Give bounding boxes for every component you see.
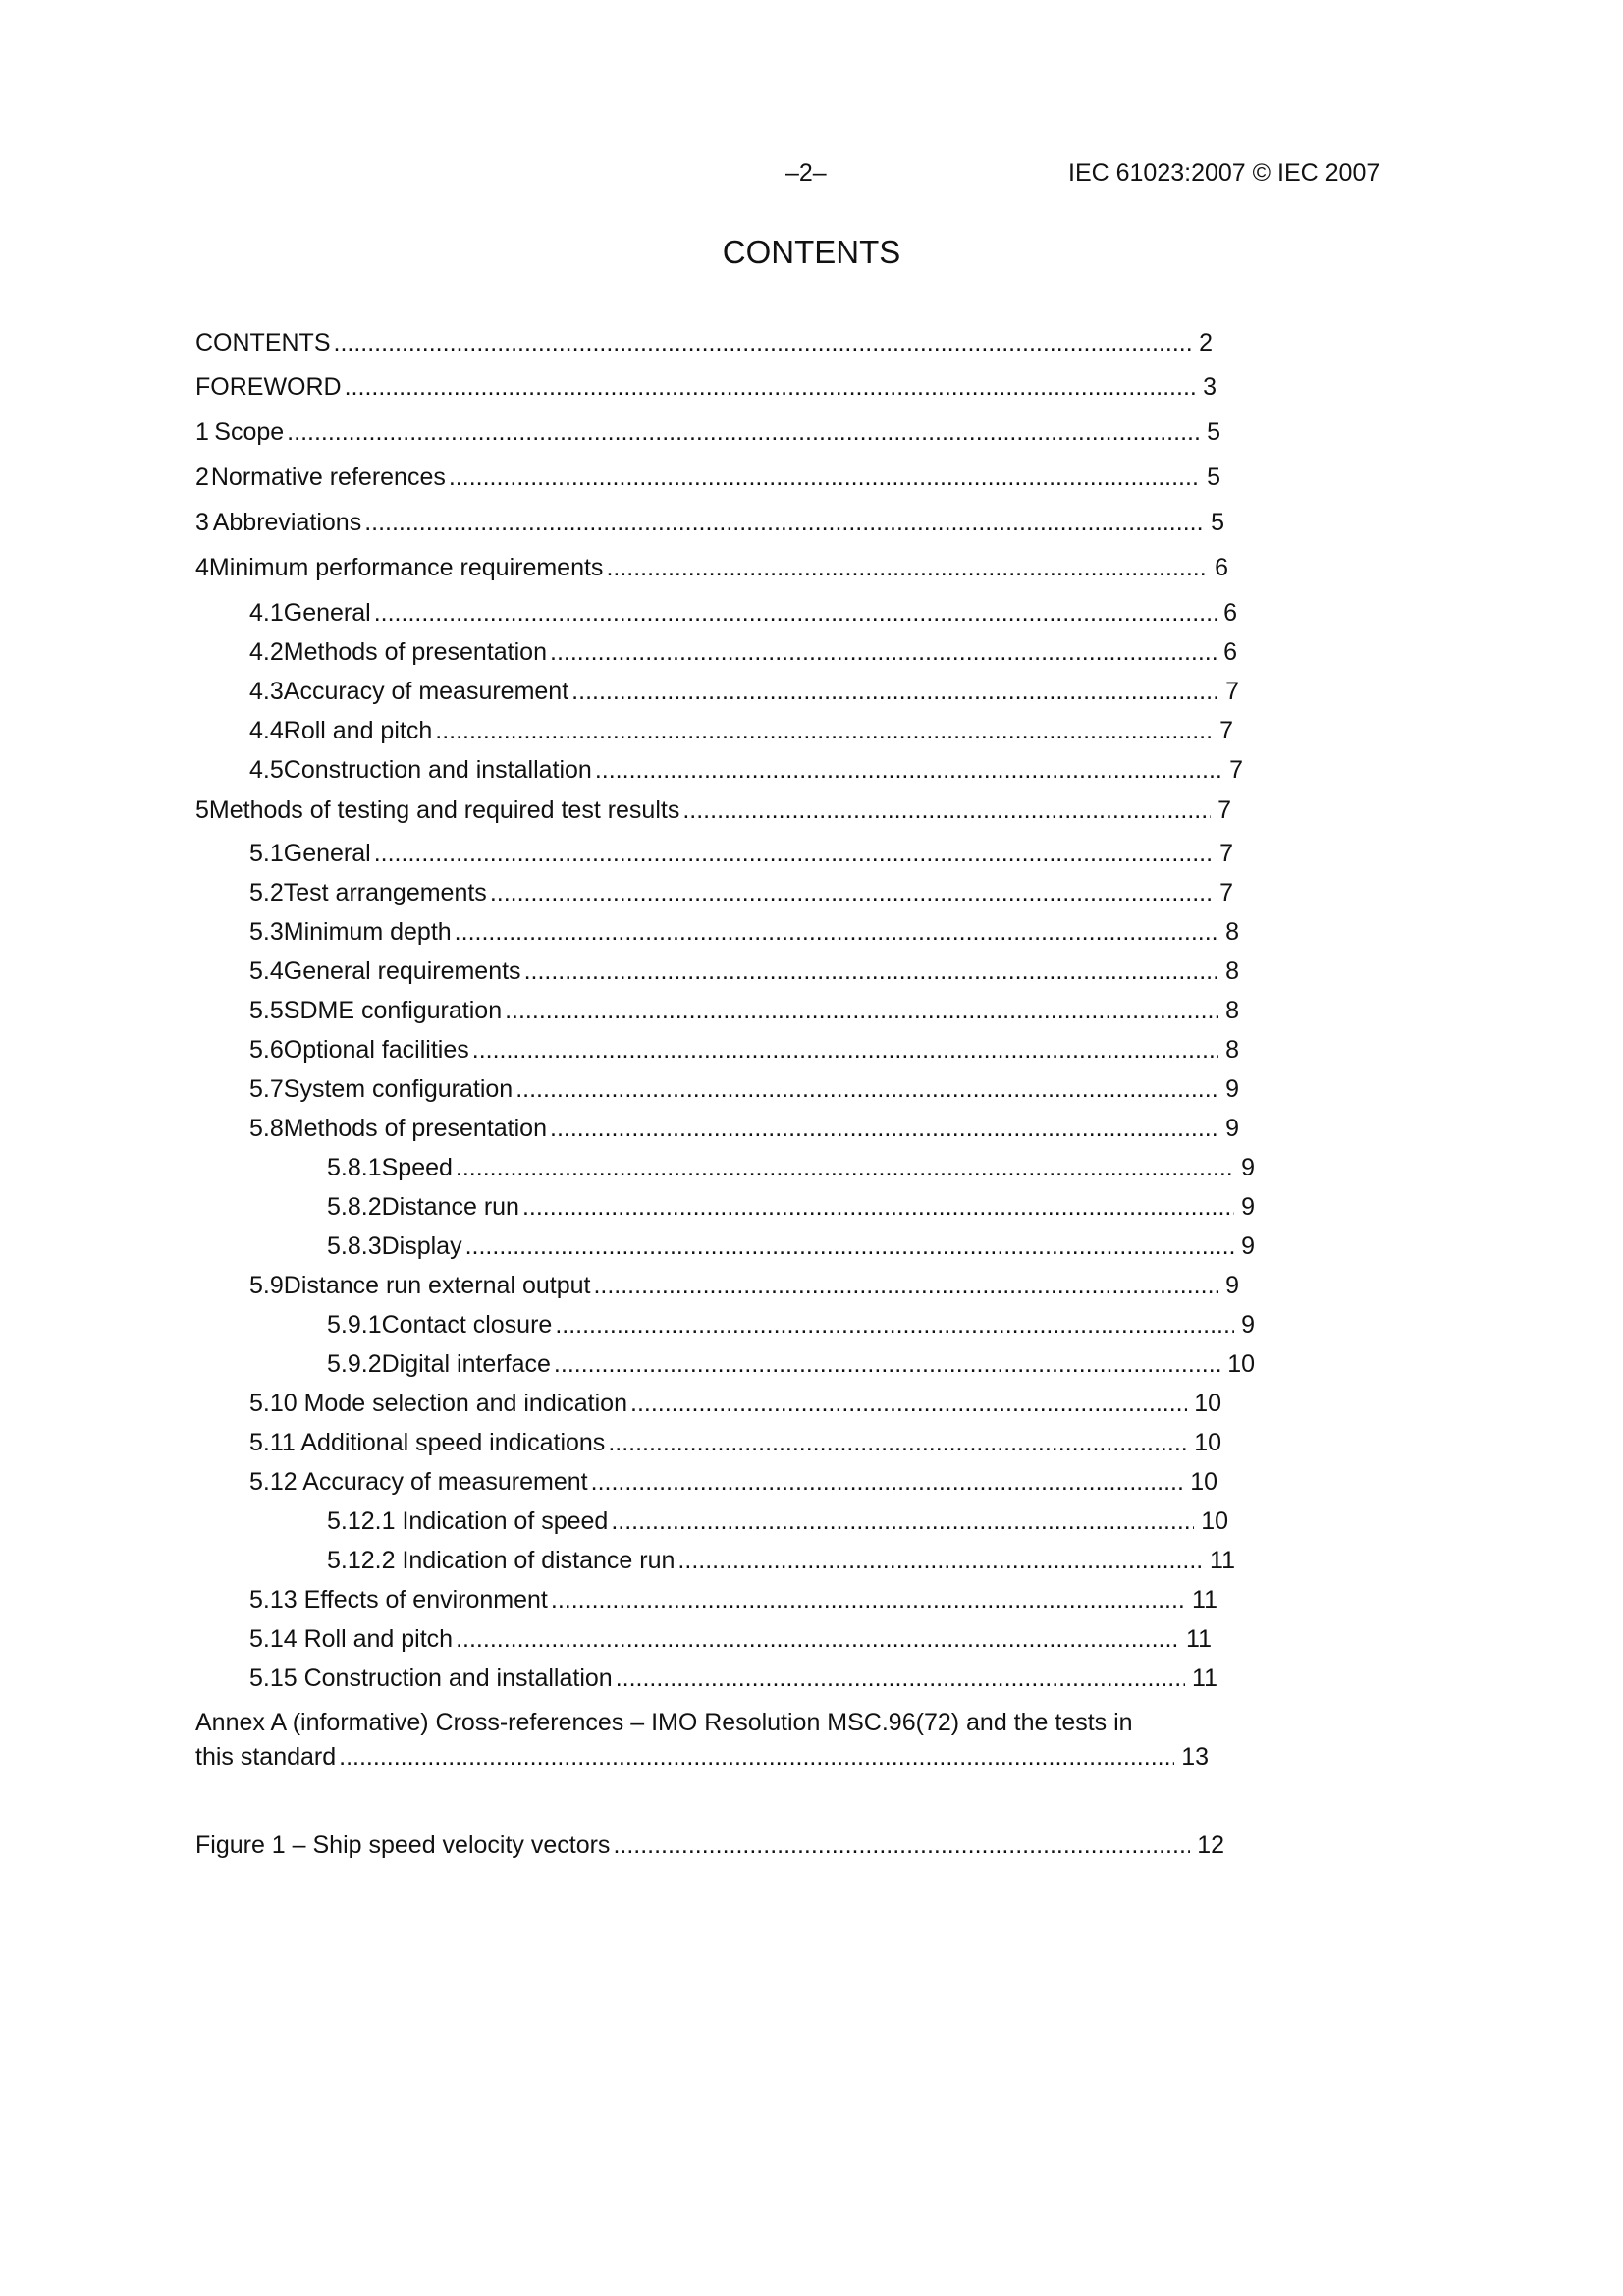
toc-entry-number: 5.3 — [249, 918, 284, 946]
toc-entry-label: 5.12.2 Indication of distance run — [327, 1547, 676, 1574]
leader-dots — [606, 554, 1208, 582]
toc-entry-number: 4.4 — [249, 717, 284, 744]
toc-entry[interactable] — [249, 1036, 1239, 1069]
toc-entry-page: 7 — [1217, 796, 1231, 824]
toc-entry-label: Abbreviations — [212, 509, 362, 536]
toc-entry-page: 7 — [1229, 756, 1243, 784]
toc-entry-label: 5.11 Additional speed indications — [249, 1429, 606, 1456]
leader-dots — [345, 373, 1196, 402]
toc-entry-number: 5.8.2 — [327, 1193, 382, 1221]
leader-dots — [550, 638, 1217, 667]
leader-dots — [515, 1075, 1218, 1104]
toc-entry-number: 4.3 — [249, 678, 284, 705]
leader-dots — [524, 957, 1219, 986]
toc-entry[interactable] — [249, 1075, 1239, 1109]
toc-entry-label: Normative references — [210, 464, 446, 491]
leader-dots — [287, 418, 1200, 447]
toc-entry-page: 13 — [1181, 1743, 1209, 1771]
leader-dots — [616, 1665, 1185, 1693]
toc-entry-page: 12 — [1197, 1831, 1224, 1859]
toc-entry-label: General — [283, 840, 371, 867]
toc-entry-page: 6 — [1223, 638, 1237, 666]
toc-entry-page: 3 — [1203, 373, 1217, 401]
toc-entry-label: General requirements — [283, 957, 521, 985]
leader-dots — [554, 1350, 1220, 1379]
toc-entry-label: Optional facilities — [283, 1036, 469, 1064]
toc-entry-page: 2 — [1199, 329, 1213, 356]
toc-entry-label: FOREWORD — [195, 373, 342, 401]
toc-entry[interactable] — [249, 678, 1239, 711]
toc-entry-label: Accuracy of measurement — [283, 678, 569, 705]
toc-entry-label: 5.10 Mode selection and indication — [249, 1390, 627, 1417]
leader-dots — [364, 509, 1204, 537]
toc-entry-page: 8 — [1225, 1036, 1239, 1064]
toc-entry-label: 5.12.1 Indication of speed — [327, 1507, 609, 1535]
leader-dots — [608, 1429, 1187, 1457]
toc-entry-label: Digital interface — [381, 1350, 551, 1378]
leader-dots — [613, 1831, 1190, 1860]
toc-entry-number: 1 — [195, 418, 209, 446]
toc-entry-page: 5 — [1207, 418, 1220, 446]
toc-entry-page: 9 — [1241, 1311, 1255, 1339]
toc-entry-page: 9 — [1225, 1272, 1239, 1299]
toc-entry-label: Test arrangements — [283, 879, 487, 906]
toc-entry[interactable] — [327, 1232, 1255, 1266]
toc-entry-label: 5.12 Accuracy of measurement — [249, 1468, 588, 1496]
toc-entry-label: Methods of presentation — [283, 1115, 547, 1142]
toc-entry-number: 5.1 — [249, 840, 284, 867]
toc-entry-number: 5.8.1 — [327, 1154, 382, 1181]
toc-entry[interactable] — [195, 554, 1228, 587]
figure-list-entry[interactable] — [195, 1831, 1224, 1865]
toc-entry[interactable] — [327, 1547, 1235, 1580]
toc-entry-number: 3 — [195, 509, 209, 536]
toc-entry[interactable] — [249, 957, 1239, 991]
toc-entry[interactable] — [195, 418, 1220, 452]
toc-entry-label: Minimum depth — [283, 918, 452, 946]
leader-dots — [490, 879, 1213, 907]
toc-entry-number: 5.4 — [249, 957, 284, 985]
toc-entry-label: Methods of presentation — [283, 638, 547, 666]
toc-entry-page: 8 — [1225, 997, 1239, 1024]
leader-dots — [522, 1193, 1234, 1222]
toc-entry-label: Distance run external output — [283, 1272, 591, 1299]
toc-entry[interactable] — [327, 1350, 1255, 1384]
toc-entry-number: 5.5 — [249, 997, 284, 1024]
toc-entry-label: Contact closure — [381, 1311, 553, 1339]
leader-dots — [550, 1115, 1218, 1143]
leader-dots — [339, 1743, 1174, 1772]
leader-dots — [611, 1507, 1194, 1536]
toc-entry-label: Minimum performance requirements — [208, 554, 604, 581]
toc-entry-page: 11 — [1210, 1547, 1235, 1574]
toc-entry-page: 9 — [1241, 1154, 1255, 1181]
toc-entry-page: 9 — [1241, 1232, 1255, 1260]
toc-entry-label: System configuration — [283, 1075, 514, 1103]
toc-entry-page: 8 — [1225, 918, 1239, 946]
toc-entry-page: 10 — [1201, 1507, 1228, 1535]
toc-entry-page: 9 — [1241, 1193, 1255, 1221]
toc-entry-page: 8 — [1225, 957, 1239, 985]
leader-dots — [551, 1586, 1185, 1614]
toc-entry-number: 5.8 — [249, 1115, 284, 1142]
toc-entry-label: this standard — [195, 1743, 337, 1771]
toc-entry-label: Distance run — [381, 1193, 519, 1221]
toc-entry[interactable] — [249, 599, 1237, 632]
toc-entry-page: 10 — [1227, 1350, 1255, 1378]
toc-entry[interactable] — [195, 509, 1224, 542]
toc-entry-page: 7 — [1219, 840, 1233, 867]
toc-entry-label: General — [283, 599, 371, 627]
toc-entry[interactable] — [249, 638, 1237, 672]
page-title: CONTENTS — [722, 234, 901, 270]
toc-entry[interactable] — [195, 464, 1220, 497]
toc-entry-label: Display — [381, 1232, 462, 1260]
toc-entry-page: 5 — [1211, 509, 1224, 536]
leader-dots — [435, 717, 1213, 745]
toc-entry-number: 4.2 — [249, 638, 284, 666]
toc-entry-number: 5.7 — [249, 1075, 284, 1103]
toc-entry-label: CONTENTS — [195, 329, 331, 356]
toc-entry-page: 5 — [1207, 464, 1220, 491]
leader-dots — [595, 756, 1222, 785]
toc-entry-page: 7 — [1219, 879, 1233, 906]
leader-dots — [334, 329, 1193, 357]
toc-entry[interactable] — [195, 373, 1217, 407]
toc-entry-label: Figure 1 – Ship speed velocity vectors — [195, 1831, 611, 1859]
page-number: –2– — [785, 159, 827, 187]
toc-entry-page: 6 — [1223, 599, 1237, 627]
toc-entry-number: 4 — [195, 554, 209, 581]
toc-entry-page: 11 — [1192, 1586, 1217, 1613]
leader-dots — [465, 1232, 1235, 1261]
toc-entry[interactable] — [249, 997, 1239, 1030]
toc-entry-page: 9 — [1225, 1075, 1239, 1103]
toc-entry-page: 10 — [1194, 1429, 1221, 1456]
toc-entry-number: 4.1 — [249, 599, 284, 627]
toc-entry-page: 10 — [1190, 1468, 1217, 1496]
toc-entry-page: 11 — [1186, 1625, 1212, 1653]
toc-entry[interactable] — [327, 1193, 1255, 1227]
toc-entry[interactable] — [249, 1586, 1217, 1619]
toc-entry[interactable] — [249, 918, 1239, 952]
leader-dots — [374, 599, 1217, 628]
toc-entry-page: 10 — [1194, 1390, 1221, 1417]
toc-entry-number: 5.8.3 — [327, 1232, 382, 1260]
toc-entry[interactable] — [327, 1311, 1255, 1344]
leader-dots — [682, 796, 1211, 825]
toc-entry-label: Construction and installation — [283, 756, 592, 784]
toc-entry-page: 7 — [1219, 717, 1233, 744]
toc-entry[interactable] — [249, 1468, 1217, 1502]
leader-dots — [571, 678, 1218, 706]
leader-dots — [555, 1311, 1234, 1339]
toc-entry-page: 9 — [1225, 1115, 1239, 1142]
toc-entry[interactable] — [249, 1665, 1217, 1698]
toc-entry-label: Methods of testing and required test results — [208, 796, 680, 824]
toc-entry[interactable] — [249, 1272, 1239, 1305]
toc-entry[interactable] — [249, 1625, 1212, 1659]
toc-entry-label: Scope — [214, 418, 285, 446]
toc-entry-label: SDME configuration — [283, 997, 503, 1024]
toc-entry-page: 11 — [1192, 1665, 1217, 1692]
toc-entry[interactable] — [195, 796, 1231, 830]
toc-entry-annex[interactable] — [195, 1743, 1209, 1777]
toc-entry[interactable] — [195, 329, 1213, 362]
toc-entry-number: 5.6 — [249, 1036, 284, 1064]
toc-entry[interactable] — [249, 1390, 1221, 1423]
leader-dots — [455, 918, 1218, 947]
toc-entry-label: Speed — [381, 1154, 453, 1181]
leader-dots — [456, 1154, 1234, 1182]
toc-entry-number: 2 — [195, 464, 209, 491]
toc-entry[interactable] — [327, 1154, 1255, 1187]
toc-entry-page: 7 — [1225, 678, 1239, 705]
toc-entry-page: 6 — [1215, 554, 1228, 581]
leader-dots — [677, 1547, 1203, 1575]
toc-entry-number: 5.9.1 — [327, 1311, 382, 1339]
toc-entry-number: 5.9.2 — [327, 1350, 382, 1378]
toc-entry-number: 4.5 — [249, 756, 284, 784]
toc-entry-label: 5.13 Effects of environment — [249, 1586, 548, 1613]
leader-dots — [593, 1272, 1218, 1300]
annex-entry-first-line[interactable]: Annex A (informative) Cross-references – IMO Resolution MSC.96(72) and the tests in — [195, 1709, 1133, 1736]
toc-entry-label: 5.14 Roll and pitch — [249, 1625, 454, 1653]
leader-dots — [591, 1468, 1184, 1497]
toc-entry-number: 5.9 — [249, 1272, 284, 1299]
leader-dots — [374, 840, 1213, 868]
toc-entry-label: Roll and pitch — [283, 717, 433, 744]
toc-entry[interactable] — [249, 1115, 1239, 1148]
toc-entry[interactable] — [249, 879, 1233, 912]
toc-entry[interactable] — [249, 756, 1243, 790]
toc-entry-number: 5 — [195, 796, 209, 824]
leader-dots — [505, 997, 1218, 1025]
toc-entry[interactable] — [327, 1507, 1228, 1541]
toc-entry-label: 5.15 Construction and installation — [249, 1665, 613, 1692]
toc-entry[interactable] — [249, 840, 1233, 873]
toc-entry-number: 5.2 — [249, 879, 284, 906]
leader-dots — [456, 1625, 1179, 1654]
toc-entry[interactable] — [249, 1429, 1221, 1462]
leader-dots — [630, 1390, 1187, 1418]
standard-reference: IEC 61023:2007 © IEC 2007 — [1068, 159, 1380, 187]
leader-dots — [449, 464, 1200, 492]
leader-dots — [472, 1036, 1218, 1065]
toc-entry[interactable] — [249, 717, 1233, 750]
